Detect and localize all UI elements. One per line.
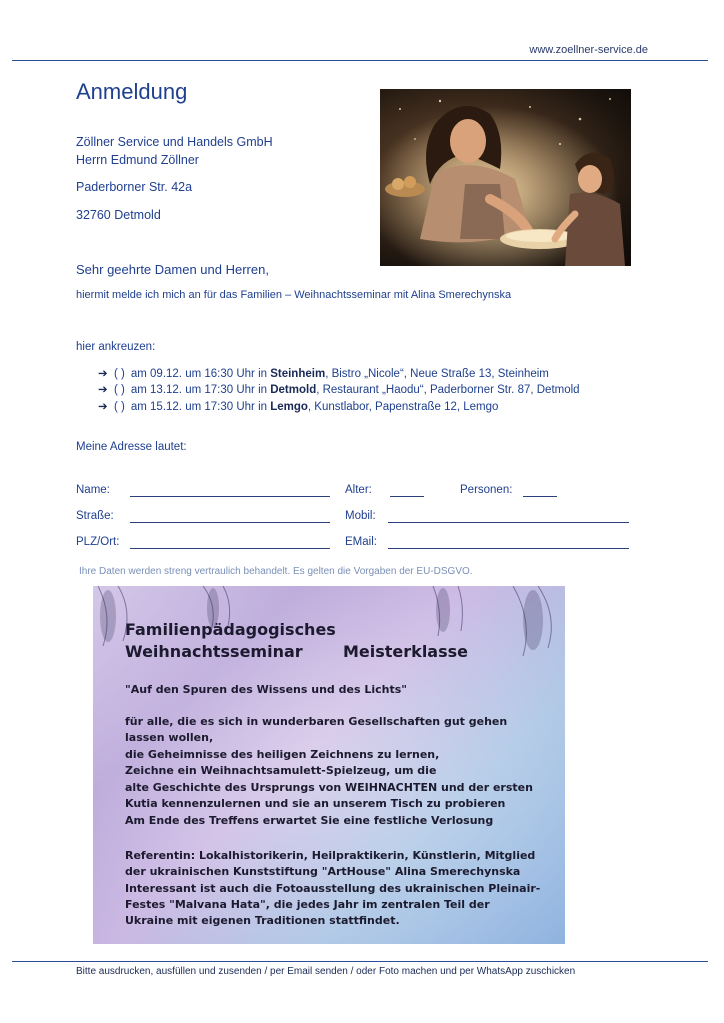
poster-quote: "Auf den Spuren des Wissens und des Lichts" (125, 683, 407, 696)
poster-title-line3: Meisterklasse (343, 642, 468, 661)
intro-text: hiermit melde ich mich an für das Familien – Weihnachtsseminar mit Alina Smerechynska (76, 289, 512, 301)
recipient-street: Paderborner Str. 42a (76, 180, 193, 194)
salutation: Sehr geehrte Damen und Herren, (76, 262, 269, 277)
checkbox[interactable]: ( ) (114, 384, 125, 396)
poster-line: Referentin: Lokalhistorikerin, Heilpraktikerin, Künstlerin, Mitglied (125, 849, 536, 862)
poster-title-line1: Familienpädagogisches (125, 620, 336, 639)
poster-line: lassen wollen, (125, 731, 214, 744)
poster-line: alte Geschichte des Ursprungs von WEIHNACHTEN und der ersten (125, 781, 533, 794)
poster-line: Ukraine mit eigenen Traditionen stattfindet. (125, 914, 400, 927)
poster-line: Interessant ist auch die Fotoausstellung des ukrainischen Pleinair- (125, 882, 541, 895)
personen-label: Personen: (460, 484, 513, 496)
check-heading: hier ankreuzen: (76, 341, 156, 353)
option-date: am 09.12. um 16:30 Uhr in (130, 368, 271, 380)
name-field[interactable] (130, 496, 330, 497)
poster-title-line2: Weihnachtsseminar (125, 642, 303, 661)
header-url[interactable]: www.zoellner-service.de (529, 44, 648, 56)
arrow-right-icon: ➔ (98, 401, 108, 413)
poster-line: Am Ende des Treffens erwartet Sie eine festliche Verlosung (125, 814, 494, 827)
alter-field[interactable] (390, 496, 424, 497)
strasse-field[interactable] (130, 522, 330, 523)
recipient-city: 32760 Detmold (76, 208, 161, 222)
poster-line: Zeichne ein Weihnachtsamulett-Spielzeug, um die (125, 764, 437, 777)
option-location: , Kunstlabor, Papenstraße 12, Lemgo (307, 401, 499, 413)
mobil-field[interactable] (388, 522, 629, 523)
option-lemgo[interactable] (98, 399, 498, 413)
option-location: , Restaurant „Haodu“, Paderborner Str. 87, Detmold (316, 384, 580, 396)
address-heading: Meine Adresse lautet: (76, 441, 187, 453)
option-location: , Bistro „Nicole“, Neue Straße 13, Steinheim (325, 368, 549, 380)
photo-illustration (380, 89, 631, 266)
arrow-right-icon: ➔ (98, 384, 108, 396)
strasse-label: Straße: (76, 510, 114, 522)
option-detmold[interactable] (98, 382, 580, 396)
option-date: am 13.12. um 17:30 Uhr in (130, 384, 271, 396)
mobil-label: Mobil: (345, 510, 376, 522)
option-steinheim[interactable] (98, 366, 549, 380)
footer-rule (12, 961, 708, 962)
poster-line: für alle, die es sich in wunderbaren Gesellschaften gut gehen (125, 715, 508, 728)
email-field[interactable] (388, 548, 629, 549)
privacy-note: Ihre Daten werden streng vertraulich behandelt. Es gelten die Vorgaben der EU-DSGVO. (79, 566, 473, 577)
option-place: Detmold (270, 384, 317, 396)
header-rule (12, 60, 708, 61)
recipient-company: Zöllner Service und Handels GmbH (76, 135, 273, 149)
poster-line: die Geheimnisse des heiligen Zeichnens zu lernen, (125, 748, 440, 761)
checkbox[interactable]: ( ) (114, 401, 125, 413)
option-date: am 15.12. um 17:30 Uhr in (130, 401, 271, 413)
mother-child-photo (380, 89, 631, 266)
plz-label: PLZ/Ort: (76, 536, 120, 548)
poster-line: Festes "Malvana Hata", die jedes Jahr im zentralen Teil der (125, 898, 490, 911)
option-place: Steinheim (270, 368, 326, 380)
arrow-right-icon: ➔ (98, 368, 108, 380)
footer-text: Bitte ausdrucken, ausfüllen und zusenden / per Email senden / oder Foto machen und per WhatsApp zuschicken (76, 966, 576, 977)
page-title: Anmeldung (76, 79, 188, 104)
seminar-poster (93, 586, 565, 944)
recipient-person: Herrn Edmund Zöllner (76, 153, 199, 167)
alter-label: Alter: (345, 484, 372, 496)
poster-line: der ukrainischen Kunststiftung "ArtHouse" Alina Smerechynska (125, 865, 521, 878)
name-label: Name: (76, 484, 110, 496)
personen-field[interactable] (523, 496, 557, 497)
poster-line: Kutia kennenzulernen und sie an unserem Tisch zu probieren (125, 797, 506, 810)
checkbox[interactable]: ( ) (114, 368, 125, 380)
option-place: Lemgo (270, 401, 308, 413)
email-label: EMail: (345, 536, 377, 548)
plz-field[interactable] (130, 548, 330, 549)
